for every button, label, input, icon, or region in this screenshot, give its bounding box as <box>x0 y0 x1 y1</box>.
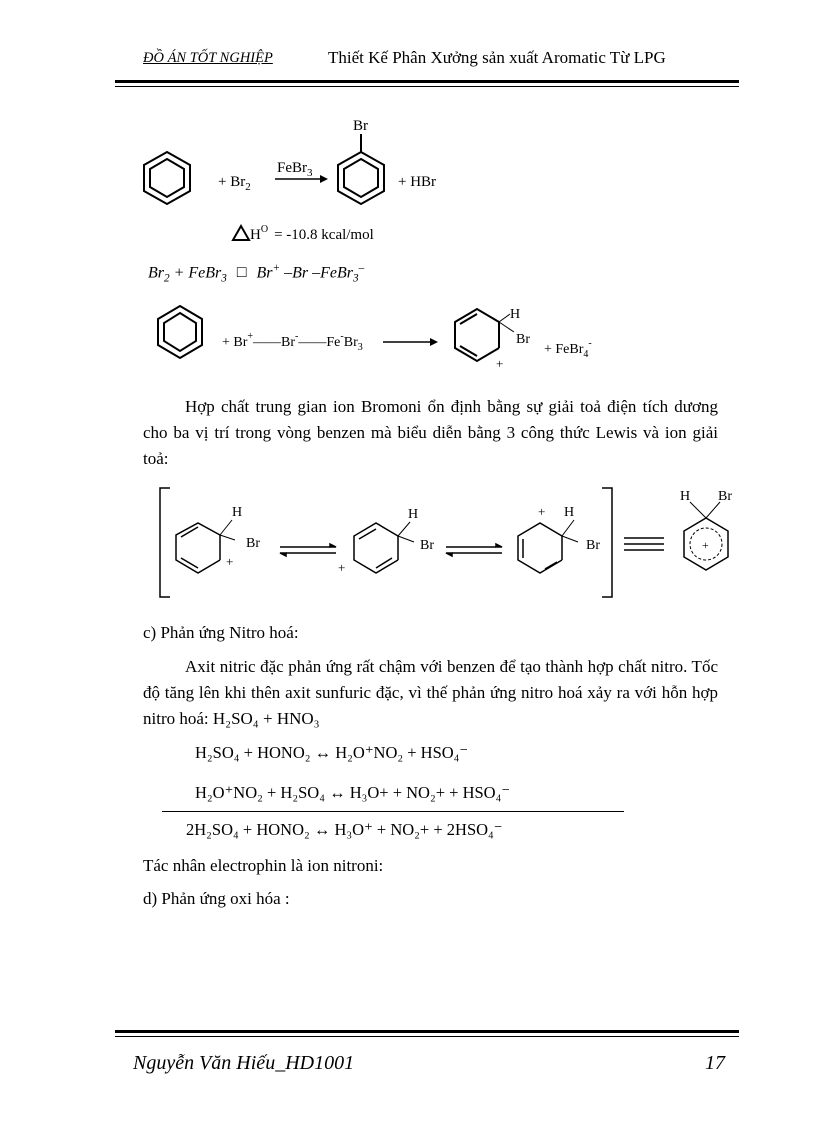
br-complex-label: + $Br^+——Br^-——Fe^-Br_3$ <box>222 331 363 353</box>
header-rule-thick <box>115 80 739 83</box>
delocalized-ion <box>684 502 728 570</box>
section-d-heading: d) Phản ứng oxi hóa : <box>143 889 290 908</box>
nitro-equation-1: H₂SO₄ + HONO₂ ↔ H₂O⁺NO₂ + HSO₄⁻ <box>195 743 469 762</box>
equilibrium-arrows-1 <box>280 544 336 556</box>
paragraph-bromonium: Hợp chất trung gian ion Bromoni ổn định bằng sự giải toả điện tích dương cho ba vị trí trong vòng benzen mà biểu diễn bằng 3 công thức Lewis và ion giải toả: <box>143 397 718 468</box>
plus-br2-label: + $Br_2$ <box>218 174 251 193</box>
section-c-heading: c) Phản ứng Nitro hoá: <box>143 623 299 642</box>
page-number: 17 <box>705 1052 725 1074</box>
nitro-equation-2: H₂O⁺NO₂ + H₂SO₄ ↔ H₃O+ + NO₂+ + HSO₄⁻ <box>195 783 511 802</box>
febr3-catalyst-label: FeBr$_3$ <box>277 160 313 179</box>
res2-br-label: Br <box>420 538 434 553</box>
ion-br-label: Br <box>718 489 732 504</box>
footer-rule-thin <box>115 1036 739 1037</box>
res2-plus-charge: + <box>338 560 346 575</box>
benzene-ring-reactant <box>158 306 202 358</box>
br-substituent-label: Br <box>353 118 368 134</box>
res3-plus-charge: + <box>538 504 546 519</box>
resonance-structure-3 <box>518 520 578 573</box>
bromonium-reaction-diagram <box>140 298 640 378</box>
equation-sum-rule <box>162 811 624 812</box>
res2-h-label: H <box>408 507 419 522</box>
febr4-label: + FeBr$_4$- <box>544 338 592 360</box>
res3-br-label: Br <box>586 538 600 553</box>
left-bracket <box>160 488 170 597</box>
reaction-arrowhead-1 <box>320 175 328 183</box>
right-bracket <box>602 488 612 597</box>
resonance-structures-diagram <box>150 480 750 605</box>
bromination-reaction-diagram <box>140 112 470 247</box>
res3-h-label: H <box>564 505 575 520</box>
header-left-title: ĐỒ ÁN TỐT NGHIỆP <box>143 50 273 66</box>
arenium-plus-charge: + <box>496 356 504 371</box>
res1-plus-charge: + <box>226 554 234 569</box>
benzene-ring-left <box>144 152 190 204</box>
paragraph-nitration: Axit nitric đặc phản ứng rất chậm với benzen để tạo thành hợp chất nitro. Tốc độ tăng lên khi thên axit sunfuric đặc, vì thế phản ứng nitro hoá xảy ra với hỗn hợp nitro hoá: H₂SO₄ + HNO₃ <box>143 657 718 728</box>
bromobenzene-ring <box>338 134 384 204</box>
equilibrium-arrows-2 <box>446 544 502 556</box>
ion-h-label: H <box>680 489 691 504</box>
delta-icon <box>233 226 249 240</box>
res1-br-label: Br <box>246 536 260 551</box>
equivalence-sign <box>624 538 664 550</box>
header-rule-thin <box>115 86 739 87</box>
footer-author: Nguyễn Văn Hiếu_HD1001 <box>133 1052 355 1074</box>
electrophile-line: Tác nhân electrophin là ion nitroni: <box>143 856 384 875</box>
res1-h-label: H <box>232 505 243 520</box>
resonance-structure-2 <box>354 522 414 573</box>
equation-febr3-complex: $Br_2$ + FeBr$_3$ □ Br+ –Br –FeBr$_3$– <box>148 262 365 285</box>
delta-h-label: $H^O = -10.8$ kcal/mol <box>250 224 374 243</box>
footer-rule-thick <box>115 1030 739 1033</box>
ion-plus-charge: + <box>702 538 709 552</box>
nitro-equation-3: 2H₂SO₄ + HONO₂ ↔ H₃O⁺ + NO₂+ + 2HSO₄⁻ <box>186 820 503 839</box>
arenium-br-label: Br <box>516 332 530 347</box>
arenium-h-label: H <box>510 307 521 322</box>
plus-hbr-label: + HBr <box>398 174 437 190</box>
header-right-title: Thiết Kế Phân Xưởng sản xuất Aromatic Từ LPG <box>328 48 666 67</box>
arenium-ion-ring <box>455 309 514 361</box>
reaction-arrowhead-2 <box>430 338 438 346</box>
